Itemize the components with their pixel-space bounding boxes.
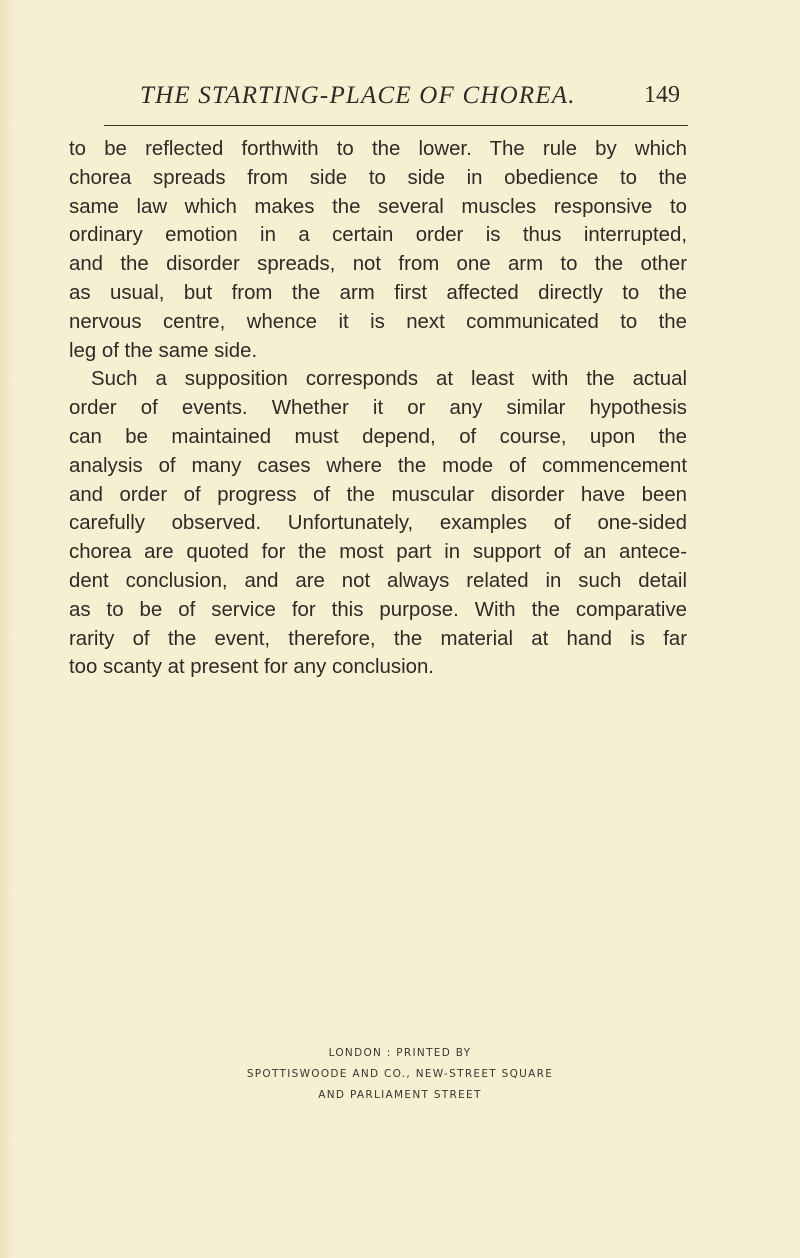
text-line: nervous centre, whence it is next communicated to the	[69, 310, 687, 333]
text-line: analysis of many cases where the mode of commencement	[69, 454, 687, 477]
text-line: as usual, but from the arm first affected directly to the	[69, 281, 687, 304]
printer-imprint	[0, 1043, 800, 1106]
text-line: too scanty at present for any conclusion.	[69, 656, 434, 679]
body-text	[69, 135, 687, 682]
text-line: order of events. Whether it or any similar hypothesis	[69, 397, 687, 420]
imprint-line: AND PARLIAMENT STREET	[318, 1089, 482, 1101]
imprint-line: SPOTTISWOODE AND CO., NEW-STREET SQUARE	[246, 1068, 554, 1080]
text-line: Such a supposition corresponds at least with the actual	[91, 368, 687, 391]
text-line: and order of progress of the muscular disorder have been	[69, 483, 687, 506]
text-line: chorea spreads from side to side in obedience to the	[69, 166, 687, 189]
text-line: chorea are quoted for the most part in support of an antece-	[69, 541, 687, 564]
text-line: leg of the same side.	[69, 339, 258, 362]
text-line: same law which makes the several muscles responsive to	[69, 195, 687, 218]
text-line: rarity of the event, therefore, the material at hand is far	[69, 627, 687, 650]
imprint-line: LONDON : PRINTED BY	[328, 1047, 472, 1059]
text-line: and the disorder spreads, not from one arm to the other	[69, 253, 687, 276]
running-title: THE STARTING-PLACE OF CHOREA.	[140, 82, 576, 109]
text-line: can be maintained must depend, of course, upon the	[69, 425, 687, 448]
text-line: to be reflected forthwith to the lower. The rule by which	[69, 138, 687, 160]
header-rule	[104, 125, 688, 126]
page-number: 149	[644, 82, 680, 108]
text-line: dent conclusion, and are not always related in such detail	[69, 569, 687, 592]
text-line: ordinary emotion in a certain order is thus interrupted,	[69, 224, 687, 247]
text-line: carefully observed. Unfortunately, examples of one-sided	[69, 512, 687, 535]
running-head	[140, 82, 680, 112]
text-line: as to be of service for this purpose. With the comparative	[69, 598, 687, 621]
